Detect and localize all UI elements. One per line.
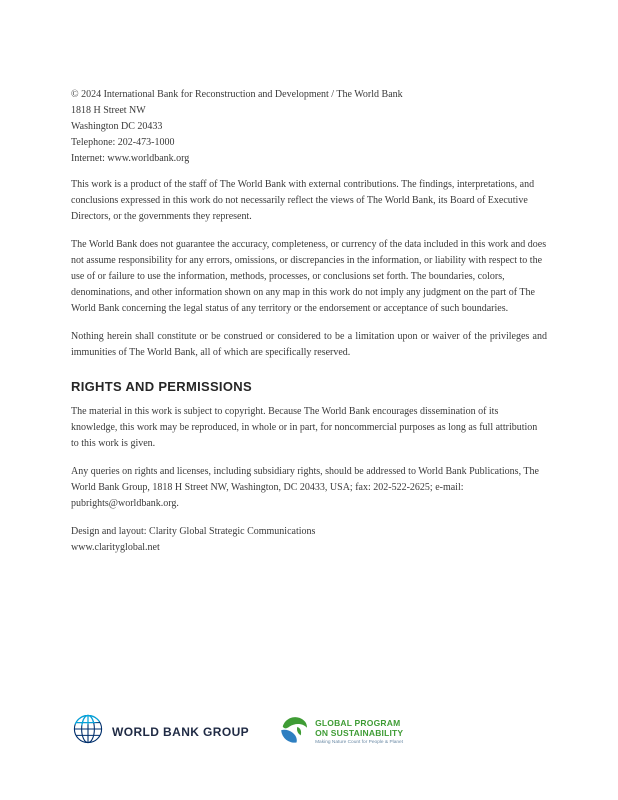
rights-paragraph-copyright: The material in this work is subject to copyright. Because The World Bank encourages dissemination of its knowledge, this work may be reproduced, in whole or in part, for noncommercial purposes as long as full attribution to this work is given. (71, 406, 538, 449)
gps-leaf-water-icon (279, 714, 309, 749)
footer-logos (71, 712, 403, 751)
telephone-line: Telephone: 202-473-1000 (71, 137, 175, 148)
rights-paragraph-queries: Any queries on rights and licenses, including subsidiary rights, should be addressed to World Bank Publications, The World Bank Group, 1818 H Street NW, Washington, DC 20433, USA; fax: 202-522-2625; e-mail: pubrights@worldbank.org. (71, 466, 539, 509)
disclaimer-paragraph-1: This work is a product of the staff of The World Bank with external contributions. The findings, interpretations, and conclusions expressed in this work do not necessarily reflect the views of The World Bank, its Board of Executive Directors, or the governments they represent. (71, 179, 535, 222)
world-bank-group-logo (71, 712, 249, 751)
gps-logo-line-2: ON SUSTAINABILITY (315, 727, 404, 738)
credits-block (71, 524, 547, 556)
page-content (71, 87, 547, 556)
internet-line: Internet: www.worldbank.org (71, 153, 190, 164)
address-line-2: Washington DC 20433 (71, 121, 163, 132)
disclaimer-paragraph-3: Nothing herein shall constitute or be construed or considered to be a limitation upon or waiver of the privileges and immunities of The World Bank, all of which are specifically reserved. (71, 331, 547, 358)
global-program-sustainability-logo (279, 714, 403, 749)
publisher-block (71, 87, 547, 167)
gps-logo-line-1: GLOBAL PROGRAM (315, 717, 401, 728)
world-bank-globe-icon (71, 712, 105, 751)
world-bank-group-label: WORLD BANK GROUP (112, 724, 250, 739)
design-layout-line: Design and layout: Clarity Global Strategic Communications (71, 526, 316, 537)
copyright-line: © 2024 International Bank for Reconstruction and Development / The World Bank (71, 89, 403, 100)
gps-logo-tagline: Making Nature Count for People & Planet (315, 739, 404, 745)
disclaimer-paragraph-2: The World Bank does not guarantee the accuracy, completeness, or currency of the data included in this work and does not assume responsibility for any errors, omissions, or discrepancies in the information, or liability with respect to the use of or failure to use the information, methods, processes, or conclusions set forth. The boundaries, colors, denominations, and other information shown on any map in this work do not imply any judgment on the part of The World Bank concerning the legal status of any territory or the endorsement or acceptance of such boundaries. (71, 239, 547, 314)
gps-logo-text (315, 718, 403, 746)
rights-permissions-heading: RIGHTS AND PERMISSIONS (71, 379, 252, 394)
clarity-url-line: www.clarityglobal.net (71, 542, 160, 553)
address-line-1: 1818 H Street NW (71, 105, 146, 116)
